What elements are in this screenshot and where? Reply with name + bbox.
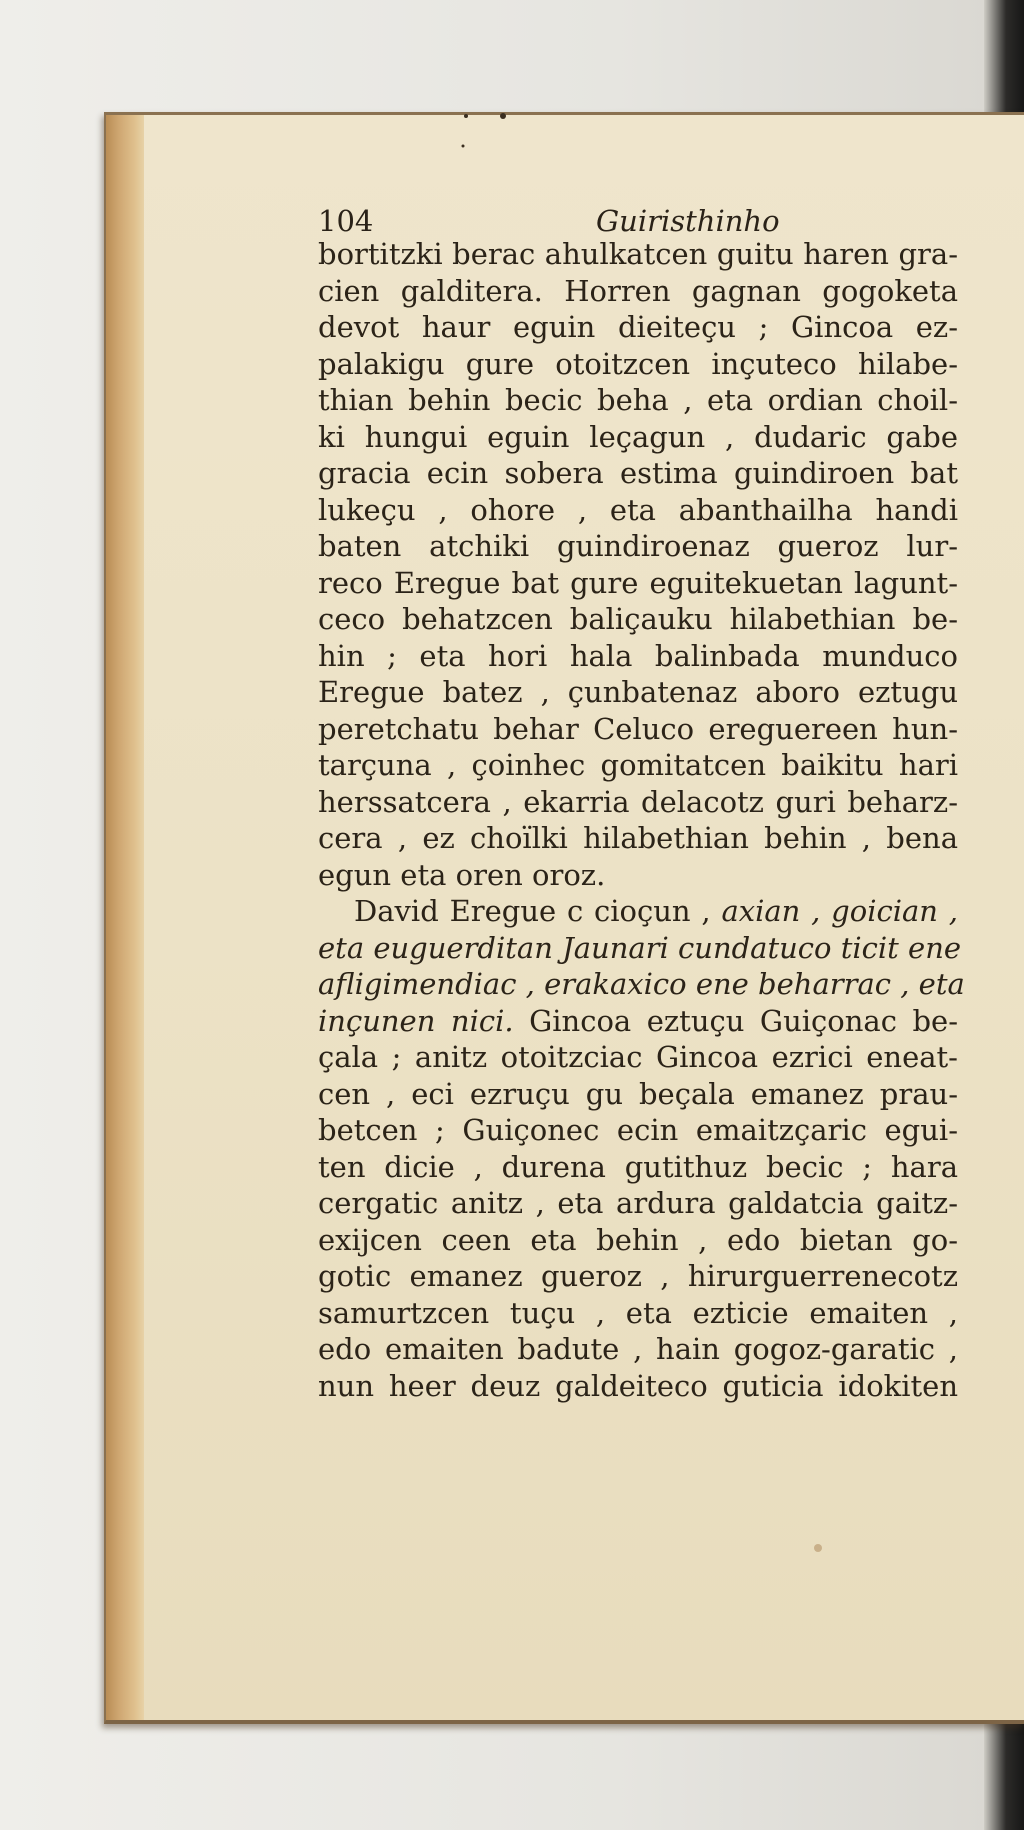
page-fore-edge <box>106 115 144 1720</box>
text-line: edo emaiten badute , hain gogoz-garatic , <box>318 1332 958 1366</box>
text-line: nun heer deuz galdeiteco guticia idokiten <box>318 1368 958 1403</box>
text-line: palakigu gure otoitzcen inçuteco hilabe- <box>318 346 958 381</box>
text-line: peretchatu behar Celuco ereguereen hun- <box>318 711 958 746</box>
text-line: ceco behatzcen baliçauku hilabethian be- <box>318 602 958 636</box>
running-head: Guiristhinho <box>596 204 780 238</box>
text-line <box>318 893 958 930</box>
body-text <box>318 236 965 1404</box>
text-line: herssatcera , ekarria delacotz guri beharz- <box>318 784 958 819</box>
text-line: ki hungui eguin leçagun , dudaric gabe <box>318 419 958 454</box>
text-line: cien galditera. Horren gagnan gogoketa <box>318 273 958 308</box>
text-line: çala ; anitz otoitzciac Gincoa ezrici eneat- <box>318 1040 958 1074</box>
text-line: bortitzki berac ahulkatcen guitu haren gra- <box>318 237 958 271</box>
text-line: reco Eregue bat gure eguitekuetan lagunt- <box>318 565 958 600</box>
text-line: Eregue batez , çunbatenaz aboro eztugu <box>318 675 958 709</box>
text-line: samurtzcen tuçu , eta ezticie emaiten , <box>318 1295 958 1330</box>
page-number: 104 <box>318 204 374 238</box>
text-line: devot haur eguin dieiteçu ; Gincoa ez- <box>318 310 958 344</box>
text-line <box>318 1003 958 1040</box>
text-line: exijcen ceen eta behin , edo bietan go- <box>318 1222 958 1257</box>
text-line: cen , eci ezruçu gu beçala emanez prau- <box>318 1076 958 1111</box>
text-line: gracia ecin sobera estima guindiroen bat <box>318 456 958 490</box>
text-line: tarçuna , çoinhec gomitatcen baikitu hari <box>318 748 958 782</box>
italic-quote: axian , goician , <box>721 894 958 928</box>
text-line: lukeçu , ohore , eta abanthailha handi <box>318 492 958 527</box>
italic-quote: eta euguerditan Jaunari cundatuco ticit ene <box>318 930 962 965</box>
text-line: hin ; eta hori hala balinbada munduco <box>318 638 958 673</box>
text-line: betcen ; Guiçonec ecin emaitzçaric egui- <box>318 1113 958 1147</box>
italic-quote: afligimendiac , erakaxico ene beharrac , eta <box>318 967 965 1001</box>
italic-quote: inçunen nici. <box>318 1003 514 1038</box>
text-line: egun eta oren oroz. <box>318 857 606 892</box>
text-line: baten atchiki guindiroenaz gueroz lur- <box>318 529 958 563</box>
text-line: ten dicie , durena gutithuz becic ; hara <box>318 1149 958 1184</box>
text-line: cera , ez choïlki hilabethian behin , bena <box>318 821 958 855</box>
text-line: gotic emanez gueroz , hirurguerrenecotz <box>318 1259 958 1293</box>
text-run: David Eregue c cioçun , <box>354 894 722 928</box>
text-line: cergatic anitz , eta ardura galdatcia gaitz- <box>318 1186 958 1220</box>
text-line: thian behin becic beha , eta ordian choil- <box>318 383 958 417</box>
text-run: Gincoa eztuçu Guiçonac be- <box>513 1003 958 1038</box>
